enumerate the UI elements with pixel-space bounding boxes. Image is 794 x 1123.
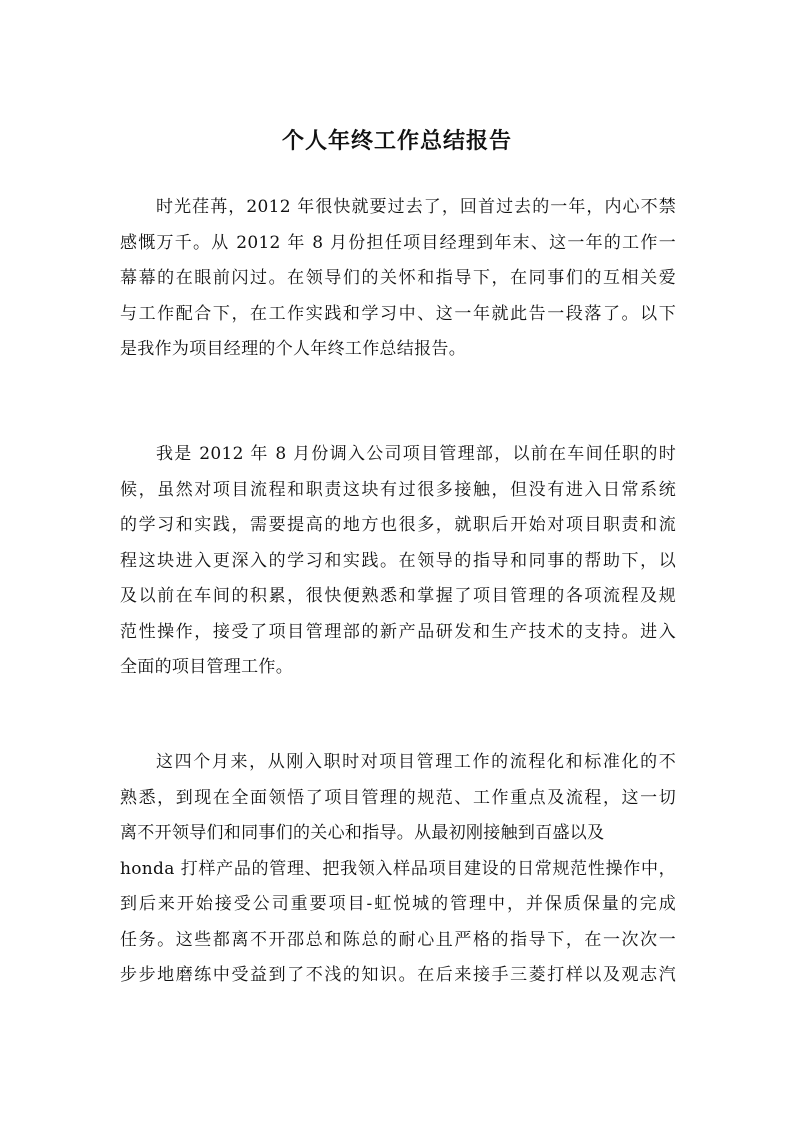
text-line: 感慨万千。从 2012 年 8 月份担任项目经理到年末、这一年的工作一 (120, 232, 676, 253)
text-line: 及以前在车间的积累，很快便熟悉和掌握了项目管理的各项流程及规 (120, 586, 676, 606)
text-line: 幕幕的在眼前闪过。在领导们的关怀和指导下，在同事们的互相关爱 (120, 268, 676, 288)
text-line: 这四个月来，从刚入职时对项目管理工作的流程化和标准化的不 (156, 752, 676, 772)
text-line: 是我作为项目经理的个人年终工作总结报告。 (120, 339, 466, 359)
text-line: 范性操作，接受了项目管理部的新产品研发和生产技术的支持。进入 (120, 621, 676, 642)
text-line: 步步地磨练中受益到了不浅的知识。在后来接手三菱打样以及观志汽 (120, 965, 676, 985)
document-title: 个人年终工作总结报告 (281, 128, 512, 154)
text-line: 到后来开始接受公司重要项目-虹悦城的管理中，并保质保量的完成 (120, 894, 676, 914)
text-line: honda 打样产品的管理、把我领入样品项目建设的日常规范性操作中， (120, 858, 676, 879)
text-line: 离不开领导们和同事们的关心和指导。从最初刚接触到百盛以及 (120, 823, 605, 843)
text-line: 候，虽然对项目流程和职责这块有过很多接触，但没有进入日常系统 (120, 479, 676, 500)
paragraph-1 (120, 190, 676, 368)
text-line: 我是 2012 年 8 月份调入公司项目管理部，以前在车间任职的时 (156, 444, 676, 464)
paragraph-2 (120, 437, 676, 686)
paragraph-3 (120, 745, 676, 994)
text-line: 熟悉，到现在全面领悟了项目管理的规范、工作重点及流程，这一切 (120, 787, 676, 808)
text-line: 程这块进入更深入的学习和实践。在领导的指导和同事的帮助下，以 (120, 550, 676, 571)
text-line: 任务。这些都离不开邵总和陈总的耐心且严格的指导下，在一次次一 (120, 929, 676, 950)
text-line: 与工作配合下，在工作实践和学习中、这一年就此告一段落了。以下 (120, 303, 676, 324)
text-line: 时光荏苒，2012 年很快就要过去了，回首过去的一年，内心不禁 (156, 197, 676, 217)
text-line: 的学习和实践，需要提高的地方也很多，就职后开始对项目职责和流 (120, 515, 676, 535)
text-line: 全面的项目管理工作。 (120, 657, 293, 677)
